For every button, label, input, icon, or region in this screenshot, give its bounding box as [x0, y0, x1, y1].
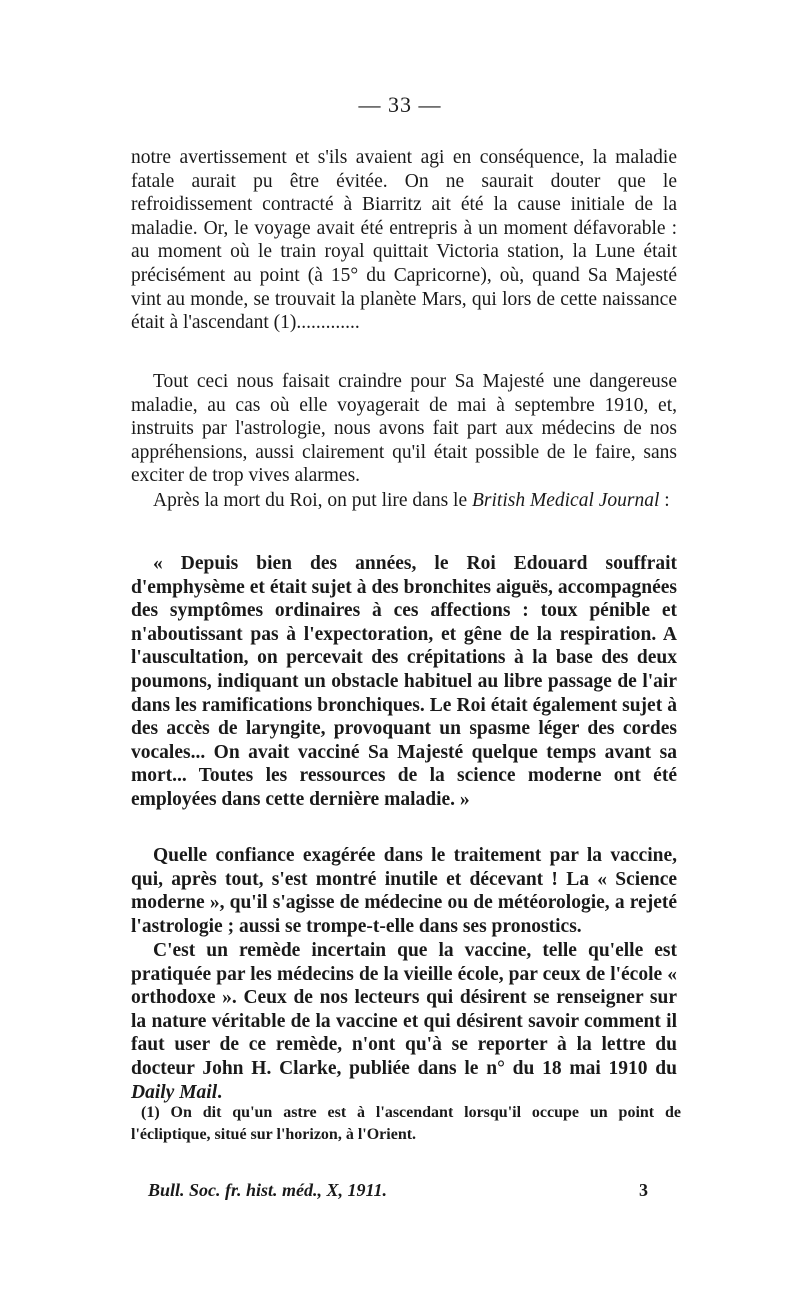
paragraph-5-text: C'est un remède incertain que la vaccine, telle qu'elle est pratiquée par les médecins de la vieille école, par ceux de l'école « orthodoxe ». Ceux de nos lecteurs qui désirent se renseigner sur la nature véritable de la vaccine et qui désirent savoir comment il faut user de ce remède, n'ont qu'à se reporter à la lettre du docteur John H. Clarke, publiée dans le n° du 18 mai 1910 du: [131, 940, 677, 1079]
footer-citation: Bull. Soc. fr. hist. méd., X, 1911.: [148, 1180, 388, 1200]
page-footer: [148, 1180, 648, 1201]
journal-title: British Medical Journal: [472, 490, 660, 511]
paragraph-4: Quelle confiance exagérée dans le traitement par la vaccine, qui, après tout, s'est montré inutile et décevant ! La « Science moderne », qu'il s'agisse de médecine ou de météorologie, a rejeté l'astrologie ; aussi se trompe-t-elle dans ses pronostics.: [131, 845, 677, 937]
paragraph-2: Tout ceci nous faisait craindre pour Sa Majesté une dangereuse maladie, au cas où elle voyagerait de mai à septembre 1910, et, instruits par l'astrologie, nous avons fait part aux médecins de nos appréhensions, aussi clairement qu'il était possible de le faire, sans exciter de trop vives alarmes.: [131, 371, 677, 487]
paragraph-3: [131, 489, 677, 543]
paragraph-3-end: :: [659, 490, 670, 511]
paragraph-3-text: Après la mort du Roi, on put lire dans le: [153, 490, 472, 511]
footnote-text: (1) On dit qu'un astre est à l'ascendant lorsqu'il occupe un point de l'écliptique, situé sur l'horizon, à l'Orient.: [131, 1104, 681, 1143]
body-text: [131, 146, 677, 1111]
paragraph-5-end: .: [217, 1081, 222, 1103]
newspaper-title: Daily Mail: [131, 1081, 218, 1103]
signature-mark: 3: [639, 1180, 648, 1200]
paragraph-1: notre avertissement et s'ils avaient agi en conséquence, la maladie fatale aurait pu être évitée. On ne saurait douter que le refroidissement contracté à Biarritz ait été la cause initiale de la maladie. Or, le voyage avait été entrepris à un moment défavorable : au moment où le train royal quittait Victoria station, la Lune était précisément au point (à 15° du Capricorne), où, quand Sa Majesté vint au monde, se trouvait la planète Mars, qui lors de cette naissance était à l'ascendant (1).............: [131, 147, 677, 334]
paragraph-5: [131, 939, 677, 1111]
footnote: [131, 1102, 681, 1146]
quotation: « Depuis bien des années, le Roi Edouard souffrait d'emphysème et était sujet à des bronchites aiguës, accompagnées des symptômes ordinaires à ces affections : toux pénible et n'aboutissant pas à l'expectoration, et gêne de la respiration. A l'auscultation, on percevait des crépitations à la base des deux poumons, indiquant un obstacle habituel au libre passage de l'air dans les ramifications bronchiques. Le Roi était également sujet à des accès de laryngite, provoquant un spasme léger des cordes vocales... On avait vacciné Sa Majesté quelque temps avant sa mort... Toutes les ressources de la science moderne ont été employées dans cette dernière maladie. »: [131, 553, 677, 810]
page-number: — 33 —: [358, 92, 442, 117]
